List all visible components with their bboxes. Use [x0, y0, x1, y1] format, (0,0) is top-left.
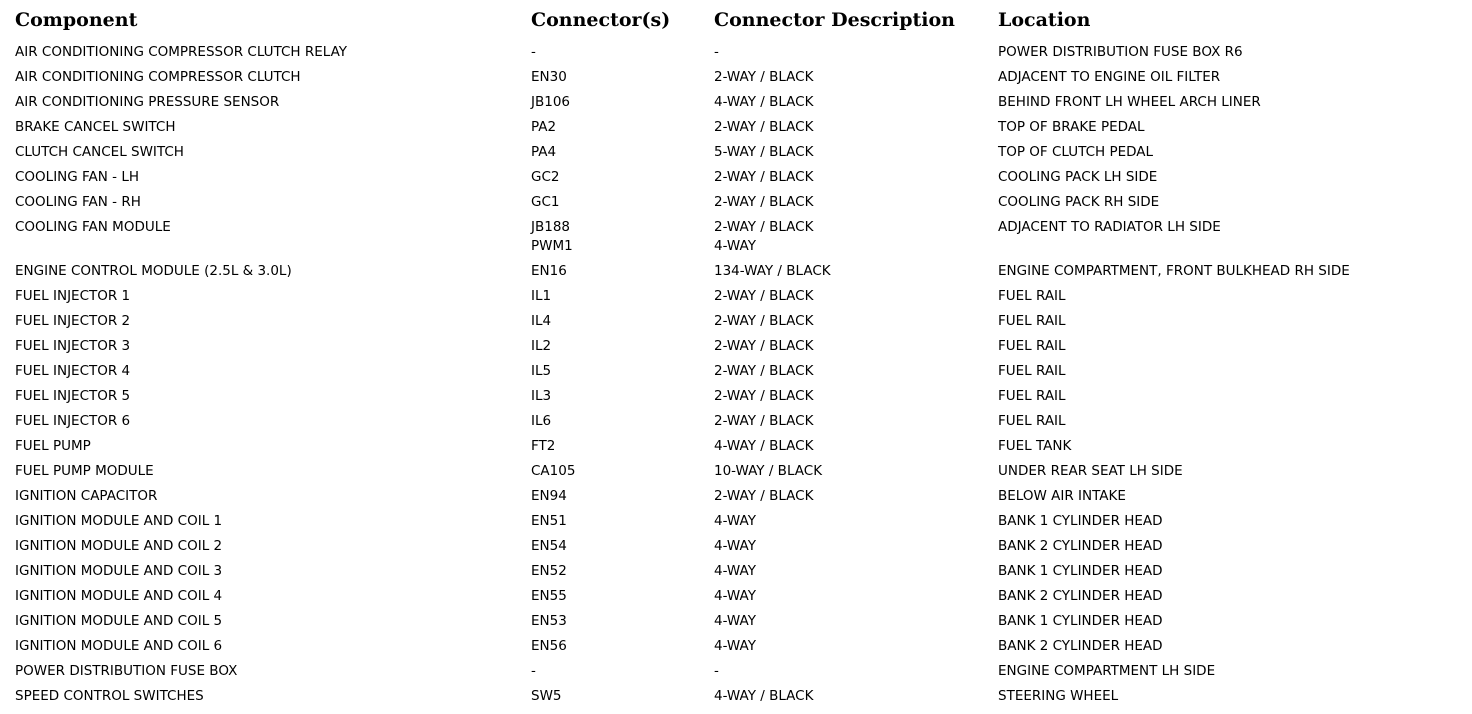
- cell-description: [714, 165, 998, 190]
- connector-id: JB106: [531, 94, 571, 110]
- cell-component: FUEL INJECTOR 5: [15, 388, 131, 404]
- cell-component: AIR CONDITIONING PRESSURE SENSOR: [15, 94, 280, 110]
- connector-id: FT2: [531, 438, 556, 454]
- cell-connectors: [531, 40, 714, 65]
- cell-component: AIR CONDITIONING COMPRESSOR CLUTCH RELAY: [15, 44, 348, 60]
- table-row: [15, 215, 1455, 259]
- cell-connectors: [531, 509, 714, 534]
- table-row: [15, 634, 1455, 659]
- cell-description: [714, 609, 998, 634]
- connector-description: -: [714, 44, 719, 60]
- cell-location: ADJACENT TO ENGINE OIL FILTER: [998, 69, 1221, 85]
- cell-location: BANK 1 CYLINDER HEAD: [998, 513, 1163, 529]
- cell-location: FUEL RAIL: [998, 313, 1066, 329]
- cell-location: BANK 1 CYLINDER HEAD: [998, 613, 1163, 629]
- cell-description: [714, 384, 998, 409]
- connector-description: 4-WAY: [714, 588, 756, 604]
- connector-description: 4-WAY: [714, 563, 756, 579]
- cell-connectors: [531, 484, 714, 509]
- connector-id: IL3: [531, 388, 552, 404]
- cell-component: SPEED CONTROL SWITCHES: [15, 688, 204, 704]
- cell-description: [714, 334, 998, 359]
- cell-description: [714, 459, 998, 484]
- connector-description: 4-WAY / BLACK: [714, 688, 814, 704]
- connector-id: EN30: [531, 69, 567, 85]
- connector-id: EN56: [531, 638, 567, 654]
- connector-description: 4-WAY: [714, 538, 756, 554]
- cell-description: [714, 409, 998, 434]
- connector-description: 4-WAY / BLACK: [714, 94, 814, 110]
- connector-id: SW5: [531, 688, 562, 704]
- connector-id: CA105: [531, 463, 576, 479]
- cell-description: [714, 40, 998, 65]
- connector-description: 2-WAY / BLACK: [714, 69, 814, 85]
- cell-location: FUEL RAIL: [998, 388, 1066, 404]
- connector-id: IL4: [531, 313, 552, 329]
- cell-description: [714, 659, 998, 684]
- cell-component: FUEL INJECTOR 2: [15, 313, 131, 329]
- cell-connectors: [531, 90, 714, 115]
- connector-description: 4-WAY: [714, 513, 756, 529]
- connector-description: 4-WAY / BLACK: [714, 438, 814, 454]
- connector-description: 2-WAY / BLACK: [714, 413, 814, 429]
- table-row: [15, 334, 1455, 359]
- cell-description: [714, 584, 998, 609]
- cell-description: [714, 484, 998, 509]
- cell-component: IGNITION MODULE AND COIL 1: [15, 513, 223, 529]
- table-row: [15, 534, 1455, 559]
- cell-connectors: [531, 684, 714, 709]
- cell-connectors: [531, 65, 714, 90]
- connector-description: 2-WAY / BLACK: [714, 388, 814, 404]
- cell-connectors: [531, 140, 714, 165]
- connector-description: 5-WAY / BLACK: [714, 144, 814, 160]
- connector-description: -: [714, 663, 719, 679]
- cell-description: [714, 309, 998, 334]
- header-connectors: Connector(s): [531, 9, 671, 31]
- cell-component: FUEL INJECTOR 1: [15, 288, 131, 304]
- cell-location: BANK 2 CYLINDER HEAD: [998, 538, 1163, 554]
- cell-component: ENGINE CONTROL MODULE (2.5L & 3.0L): [15, 263, 292, 279]
- connector-table: [15, 0, 1455, 709]
- connector-description: 2-WAY / BLACK: [714, 363, 814, 379]
- connector-id: PA4: [531, 144, 557, 160]
- cell-location: BANK 2 CYLINDER HEAD: [998, 638, 1163, 654]
- cell-location: UNDER REAR SEAT LH SIDE: [998, 463, 1183, 479]
- table-row: [15, 384, 1455, 409]
- connector-description: 10-WAY / BLACK: [714, 463, 823, 479]
- cell-component: IGNITION MODULE AND COIL 4: [15, 588, 223, 604]
- cell-connectors: [531, 259, 714, 284]
- connector-id: IL1: [531, 288, 552, 304]
- cell-description: [714, 65, 998, 90]
- cell-description: [714, 434, 998, 459]
- cell-connectors: [531, 409, 714, 434]
- table-row: [15, 165, 1455, 190]
- cell-description: [714, 140, 998, 165]
- connector-description: 2-WAY / BLACK: [714, 288, 814, 304]
- cell-description: [714, 190, 998, 215]
- cell-description: [714, 634, 998, 659]
- cell-connectors: [531, 309, 714, 334]
- table-row: [15, 115, 1455, 140]
- cell-component: CLUTCH CANCEL SWITCH: [15, 144, 184, 160]
- table-row: [15, 684, 1455, 709]
- cell-description: [714, 90, 998, 115]
- cell-component: IGNITION MODULE AND COIL 5: [15, 613, 223, 629]
- connector-id: GC2: [531, 169, 560, 185]
- cell-connectors: [531, 165, 714, 190]
- cell-location: BANK 1 CYLINDER HEAD: [998, 563, 1163, 579]
- cell-location: POWER DISTRIBUTION FUSE BOX R6: [998, 44, 1243, 60]
- cell-location: FUEL RAIL: [998, 338, 1066, 354]
- table-row: [15, 140, 1455, 165]
- connector-id: PWM1: [531, 238, 573, 254]
- table-row: [15, 65, 1455, 90]
- cell-component: COOLING FAN MODULE: [15, 219, 171, 235]
- table-header: [15, 0, 1455, 40]
- table-row: [15, 559, 1455, 584]
- cell-component: COOLING FAN - LH: [15, 169, 140, 185]
- cell-connectors: [531, 559, 714, 584]
- cell-location: FUEL TANK: [998, 438, 1072, 454]
- connector-description: 2-WAY / BLACK: [714, 169, 814, 185]
- connector-description: 4-WAY: [714, 613, 756, 629]
- connector-id: IL5: [531, 363, 552, 379]
- connector-description: 4-WAY: [714, 638, 756, 654]
- cell-component: FUEL PUMP MODULE: [15, 463, 154, 479]
- connector-id: IL2: [531, 338, 552, 354]
- connector-description: 2-WAY / BLACK: [714, 194, 814, 210]
- table-row: [15, 284, 1455, 309]
- cell-location: FUEL RAIL: [998, 363, 1066, 379]
- connector-id: EN16: [531, 263, 567, 279]
- cell-component: IGNITION CAPACITOR: [15, 488, 158, 504]
- table-row: [15, 509, 1455, 534]
- cell-connectors: [531, 659, 714, 684]
- cell-component: POWER DISTRIBUTION FUSE BOX: [15, 663, 238, 679]
- connector-id: EN55: [531, 588, 567, 604]
- table-row: [15, 484, 1455, 509]
- cell-location: COOLING PACK LH SIDE: [998, 169, 1158, 185]
- cell-component: FUEL INJECTOR 3: [15, 338, 131, 354]
- cell-location: BELOW AIR INTAKE: [998, 488, 1126, 504]
- connector-description: 2-WAY / BLACK: [714, 119, 814, 135]
- cell-description: [714, 509, 998, 534]
- cell-location: FUEL RAIL: [998, 288, 1066, 304]
- table-row: [15, 90, 1455, 115]
- table-row: [15, 359, 1455, 384]
- cell-connectors: [531, 459, 714, 484]
- connector-id: EN53: [531, 613, 567, 629]
- table-row: [15, 459, 1455, 484]
- cell-location: ENGINE COMPARTMENT, FRONT BULKHEAD RH SIDE: [998, 263, 1350, 279]
- cell-location: COOLING PACK RH SIDE: [998, 194, 1160, 210]
- cell-location: BEHIND FRONT LH WHEEL ARCH LINER: [998, 94, 1261, 110]
- cell-component: FUEL PUMP: [15, 438, 91, 454]
- cell-description: [714, 115, 998, 140]
- table-row: [15, 584, 1455, 609]
- connector-id: -: [531, 663, 536, 679]
- header-location: Location: [998, 9, 1091, 31]
- table-row: [15, 309, 1455, 334]
- header-component: Component: [15, 9, 138, 31]
- connector-description: 2-WAY / BLACK: [714, 488, 814, 504]
- cell-connectors: [531, 215, 714, 259]
- cell-connectors: [531, 434, 714, 459]
- cell-description: [714, 259, 998, 284]
- table-row: [15, 434, 1455, 459]
- cell-component: COOLING FAN - RH: [15, 194, 141, 210]
- table-row: [15, 609, 1455, 634]
- cell-location: STEERING WHEEL: [998, 688, 1119, 704]
- cell-connectors: [531, 115, 714, 140]
- cell-component: FUEL INJECTOR 4: [15, 363, 131, 379]
- connector-description: 2-WAY / BLACK: [714, 338, 814, 354]
- cell-location: BANK 2 CYLINDER HEAD: [998, 588, 1163, 604]
- cell-component: FUEL INJECTOR 6: [15, 413, 131, 429]
- cell-component: IGNITION MODULE AND COIL 3: [15, 563, 223, 579]
- cell-description: [714, 284, 998, 309]
- connector-description: 134-WAY / BLACK: [714, 263, 831, 279]
- cell-description: [714, 359, 998, 384]
- cell-description: [714, 534, 998, 559]
- cell-connectors: [531, 284, 714, 309]
- table-body: [15, 40, 1455, 709]
- table-row: [15, 659, 1455, 684]
- cell-connectors: [531, 190, 714, 215]
- connector-id: JB188: [531, 219, 571, 235]
- connector-id: EN52: [531, 563, 567, 579]
- table-row: [15, 259, 1455, 284]
- cell-location: FUEL RAIL: [998, 413, 1066, 429]
- connector-id: EN94: [531, 488, 567, 504]
- header-description: Connector Description: [714, 9, 955, 31]
- table-row: [15, 409, 1455, 434]
- connector-id: EN51: [531, 513, 567, 529]
- cell-description: [714, 559, 998, 584]
- cell-component: IGNITION MODULE AND COIL 2: [15, 538, 223, 554]
- cell-location: ADJACENT TO RADIATOR LH SIDE: [998, 219, 1221, 235]
- cell-component: AIR CONDITIONING COMPRESSOR CLUTCH: [15, 69, 301, 85]
- cell-location: TOP OF BRAKE PEDAL: [998, 119, 1145, 135]
- cell-connectors: [531, 534, 714, 559]
- connector-description: 2-WAY / BLACK: [714, 313, 814, 329]
- cell-connectors: [531, 634, 714, 659]
- connector-id: PA2: [531, 119, 557, 135]
- table-row: [15, 190, 1455, 215]
- cell-component: BRAKE CANCEL SWITCH: [15, 119, 176, 135]
- connector-id: IL6: [531, 413, 552, 429]
- connector-description: 4-WAY: [714, 238, 756, 254]
- cell-connectors: [531, 359, 714, 384]
- cell-component: IGNITION MODULE AND COIL 6: [15, 638, 223, 654]
- cell-connectors: [531, 334, 714, 359]
- cell-location: ENGINE COMPARTMENT LH SIDE: [998, 663, 1216, 679]
- connector-description: 2-WAY / BLACK: [714, 219, 814, 235]
- cell-description: [714, 215, 998, 259]
- cell-connectors: [531, 609, 714, 634]
- connector-id: EN54: [531, 538, 567, 554]
- connector-id: GC1: [531, 194, 560, 210]
- cell-description: [714, 684, 998, 709]
- cell-connectors: [531, 584, 714, 609]
- table-row: [15, 40, 1455, 65]
- connector-id: -: [531, 44, 536, 60]
- cell-connectors: [531, 384, 714, 409]
- cell-location: TOP OF CLUTCH PEDAL: [998, 144, 1154, 160]
